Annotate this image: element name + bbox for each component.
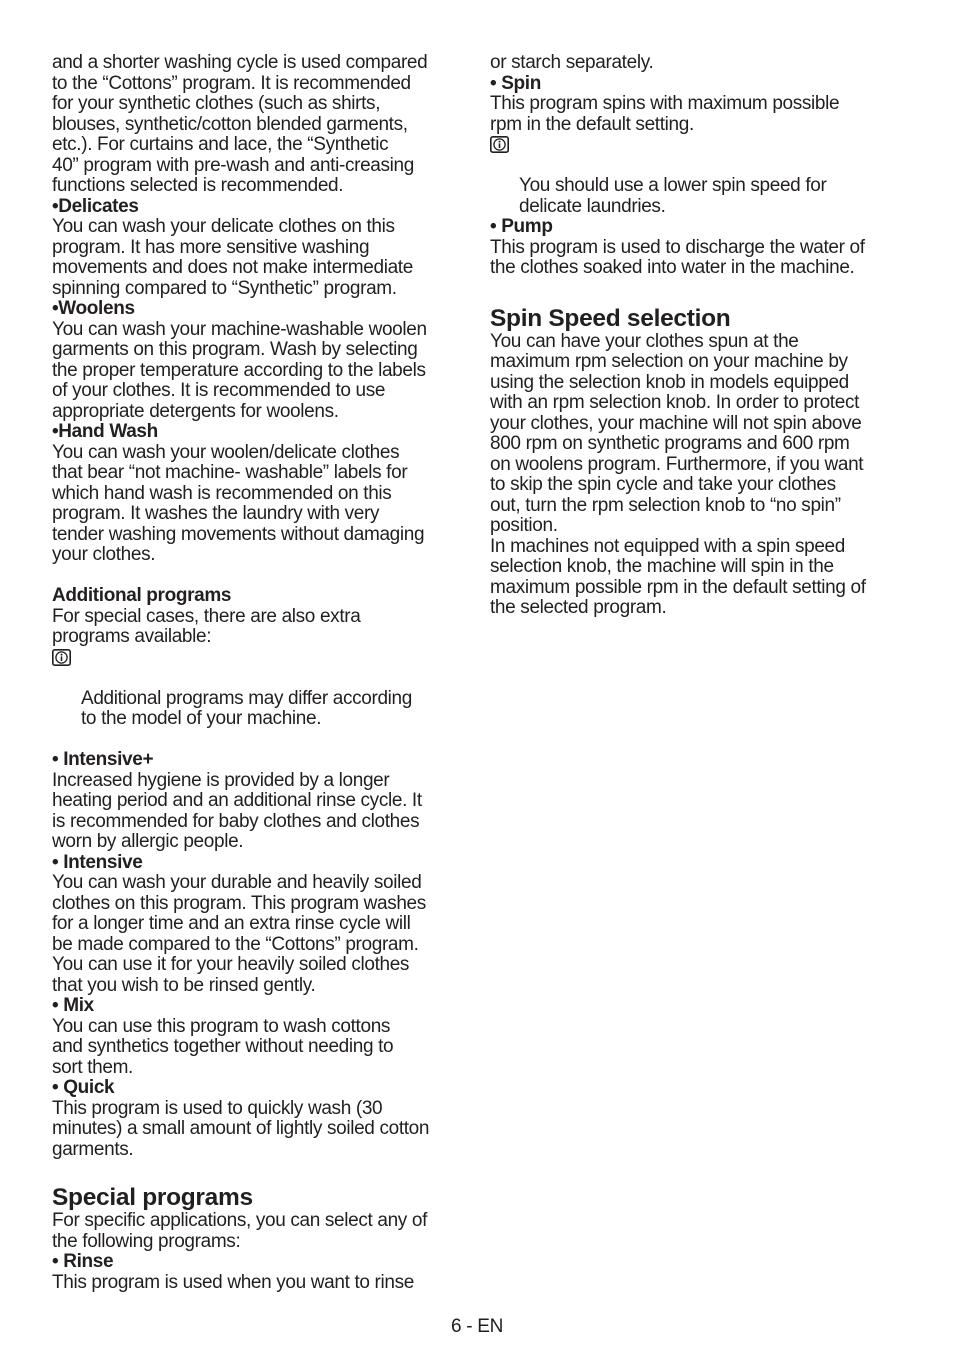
additional-programs-note	[52, 648, 470, 730]
intensive-heading: • Intensive	[52, 851, 143, 873]
pump-heading: • Pump	[490, 216, 553, 237]
intensive-plus-paragraph: Increased hygiene is provided by a longer heating period and an additional rinse cycle. It is recommended for baby clothes and clothes worn by allergic people.	[52, 769, 422, 852]
spin-speed-paragraph-2: In machines not equipped with a spin speed selection knob, the machine will spin in the maximum possible rpm in the default setting of the selected program.	[490, 535, 866, 618]
left-column	[52, 53, 470, 1293]
spacer	[490, 279, 908, 305]
intensive-plus-heading: • Intensive+	[52, 749, 154, 770]
handwash-paragraph: You can wash your woolen/delicate clothes that bear “not machine- washable” labels for which hand wash is recommended on this program. It washes the laundry with very tender washing movements without damaging your clothes.	[52, 441, 425, 565]
mix-paragraph: You can use this program to wash cottons and synthetics together without needing to sort them.	[52, 1015, 394, 1078]
special-programs-heading: Special programs	[52, 1184, 253, 1211]
right-column	[490, 53, 908, 619]
spin-speed-heading: Spin Speed selection	[490, 304, 731, 332]
rinse-paragraph-continued: or starch separately.	[490, 52, 654, 73]
handwash-heading: •Hand Wash	[52, 421, 158, 442]
spacer	[52, 566, 470, 587]
additional-programs-note-text: Additional programs may differ according to the model of your machine.	[81, 687, 412, 729]
spin-note-text: You should use a lower spin speed for delicate laundries.	[519, 175, 827, 217]
rinse-paragraph: This program is used when you want to rinse	[52, 1271, 414, 1293]
spin-paragraph: This program spins with maximum possible rpm in the default setting.	[490, 93, 840, 135]
page-number: 6 - EN	[450, 1316, 504, 1337]
spin-speed-paragraph: You can have your clothes spun at the maximum rpm selection on your machine by using the selection knob in models equipped with an rpm selection knob. In order to protect your clothes, your machine will not spin above 800 rpm on synthetic programs and 600 rpm on woolens program. Furthermore, if you want to skip the spin cycle and take your clothes out, turn the rpm selection knob to “no spin” position.	[490, 330, 864, 536]
quick-paragraph: This program is used to quickly wash (30 minutes) a small amount of lightly soiled cotton garments.	[52, 1097, 430, 1160]
rinse-heading: • Rinse	[52, 1251, 114, 1272]
delicates-heading: •Delicates	[52, 195, 139, 217]
special-programs-paragraph: For specific applications, you can select any of the following programs:	[52, 1210, 428, 1252]
info-icon	[490, 136, 509, 153]
woolens-heading: •Woolens	[52, 298, 135, 319]
delicates-paragraph: You can wash your delicate clothes on this program. It has more sensitive washing movements and does not make intermediate spinning compared to “Synthetic” program.	[52, 216, 413, 299]
quick-heading: • Quick	[52, 1077, 115, 1098]
spacer	[52, 730, 470, 751]
spin-note	[490, 135, 908, 217]
intensive-paragraph: You can wash your durable and heavily soiled clothes on this program. This program washes for a longer time and an extra rinse cycle will be made compared to the “Cottons” program. You can use it for your heavily soiled clothes that you wish to be rinsed gently.	[52, 872, 426, 996]
spin-heading: • Spin	[490, 72, 541, 94]
additional-programs-paragraph: For special cases, there are also extra programs available:	[52, 605, 361, 647]
pump-paragraph: This program is used to discharge the water of the clothes soaked into water in the machine.	[490, 236, 865, 278]
spacer	[52, 1160, 470, 1184]
intro-paragraph: and a shorter washing cycle is used compared to the “Cottons” program. It is recommended for your synthetic clothes (such as shirts, blouses, synthetic/cotton blended garments, etc.). For curtains and lace, the “Synthetic 40” program with pre-wash and anti-creasing functions selected is recommended.	[52, 52, 428, 196]
woolens-paragraph: You can wash your machine-washable woolen garments on this program. Wash by selecting the proper temperature according to the labels of your clothes. It is recommended to use appropriate detergents for woolens.	[52, 318, 427, 422]
mix-heading: • Mix	[52, 995, 94, 1016]
info-icon	[52, 649, 71, 666]
additional-programs-heading: Additional programs	[52, 585, 232, 606]
